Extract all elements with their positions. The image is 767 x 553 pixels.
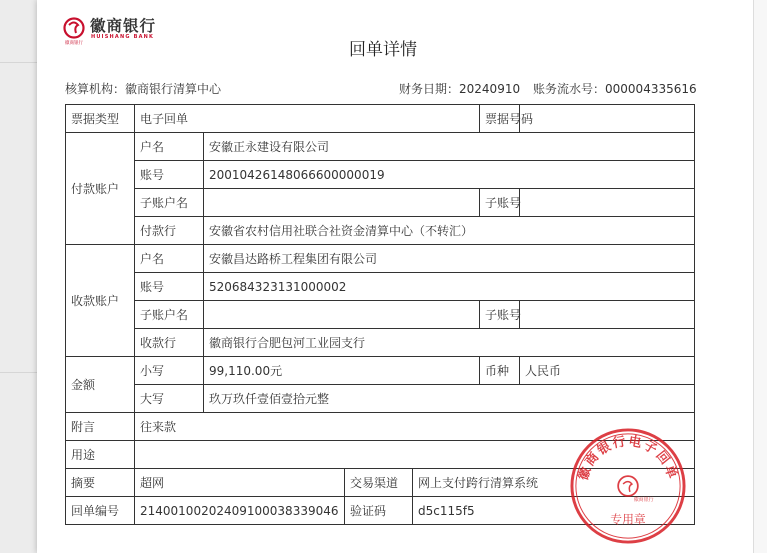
receipt-no-label: 回单编号 (66, 497, 135, 525)
serial-value: 000004335616 (605, 82, 697, 96)
amount-big-label: 大写 (135, 385, 204, 413)
institution-label: 核算机构： (65, 82, 126, 96)
table-row (66, 189, 695, 217)
payer-name-label: 户名 (135, 133, 204, 161)
electronic-receipt-stamp (569, 427, 687, 545)
number-value (520, 105, 695, 133)
table-row (66, 273, 695, 301)
purpose-label: 用途 (66, 441, 135, 469)
table-row (66, 357, 695, 385)
payer-sub-no-label: 子账号 (480, 189, 520, 217)
table-row (66, 105, 695, 133)
stamp-logo-text: 徽商银行 (633, 496, 654, 503)
logo-small-text: 徽商银行 (65, 41, 83, 46)
payer-sub-name-label: 子账户名 (135, 189, 204, 217)
table-row (66, 217, 695, 245)
payee-name: 安徽昌达路桥工程集团有限公司 (204, 245, 695, 273)
verify-label: 验证码 (345, 497, 413, 525)
table-row (66, 245, 695, 273)
payee-bank-label: 收款行 (135, 329, 204, 357)
currency-value: 人民币 (520, 357, 695, 385)
payer-bank: 安徽省农村信用社联合社资金清算中心（不转汇） (204, 217, 695, 245)
verify-value: d5c115f5 (413, 497, 695, 525)
amount-section-label: 金额 (66, 357, 135, 413)
logo-swirl-icon (69, 23, 78, 34)
channel-value: 网上支付跨行清算系统 (413, 469, 695, 497)
receipt-no-value: 21400100202409100038339046 (135, 497, 345, 525)
serial-label: 账务流水号： (533, 82, 606, 96)
date-value: 20240910 (459, 82, 521, 96)
institution-value: 徽商银行清算中心 (125, 82, 222, 96)
payer-sub-name (204, 189, 480, 217)
payee-sub-no (520, 301, 695, 329)
date-label: 财务日期： (399, 82, 460, 96)
payer-sub-no (520, 189, 695, 217)
payee-bank: 徽商银行合肥包河工业园支行 (204, 329, 695, 357)
payer-account-label: 账号 (135, 161, 204, 189)
table-row (66, 301, 695, 329)
type-label: 票据类型 (66, 105, 135, 133)
stamp-bottom-text: 专用章 (610, 512, 646, 527)
summary-label: 摘要 (66, 469, 135, 497)
payee-sub-name (204, 301, 480, 329)
table-row (66, 385, 695, 413)
type-value: 电子回单 (135, 105, 480, 133)
payer-bank-label: 付款行 (135, 217, 204, 245)
serial-info (533, 80, 697, 97)
payee-account: 520684323131000002 (204, 273, 695, 301)
payee-sub-name-label: 子账户名 (135, 301, 204, 329)
payer-account: 20010426148066600000019 (204, 161, 695, 189)
amount-small: 99,110.00元 (204, 357, 480, 385)
table-row (66, 329, 695, 357)
stamp-arc-text: 徽商银行电子回单 (576, 434, 680, 483)
payee-account-label: 账号 (135, 273, 204, 301)
number-label: 票据号码 (480, 105, 520, 133)
date-info (399, 80, 520, 97)
currency-label: 币种 (480, 357, 520, 385)
scrollbar-track[interactable] (753, 0, 767, 553)
summary-value: 超网 (135, 469, 345, 497)
note-value: 往来款 (135, 413, 695, 441)
bank-name-en: HUISHANG BANK (91, 34, 155, 40)
amount-small-label: 小写 (135, 357, 204, 385)
note-label: 附言 (66, 413, 135, 441)
payer-name: 安徽正永建设有限公司 (204, 133, 695, 161)
table-row (66, 133, 695, 161)
amount-big: 玖万玖仟壹佰壹拾元整 (204, 385, 695, 413)
payee-section-label: 收款账户 (66, 245, 135, 357)
payee-sub-no-label: 子账号 (480, 301, 520, 329)
institution-info (65, 80, 221, 97)
payee-name-label: 户名 (135, 245, 204, 273)
bank-name-cn: 徽商银行 (90, 17, 157, 35)
payer-section-label: 付款账户 (66, 133, 135, 245)
table-row (66, 161, 695, 189)
stamp-logo-icon (618, 476, 638, 496)
channel-label: 交易渠道 (345, 469, 413, 497)
page-title: 回单详情 (349, 40, 417, 60)
